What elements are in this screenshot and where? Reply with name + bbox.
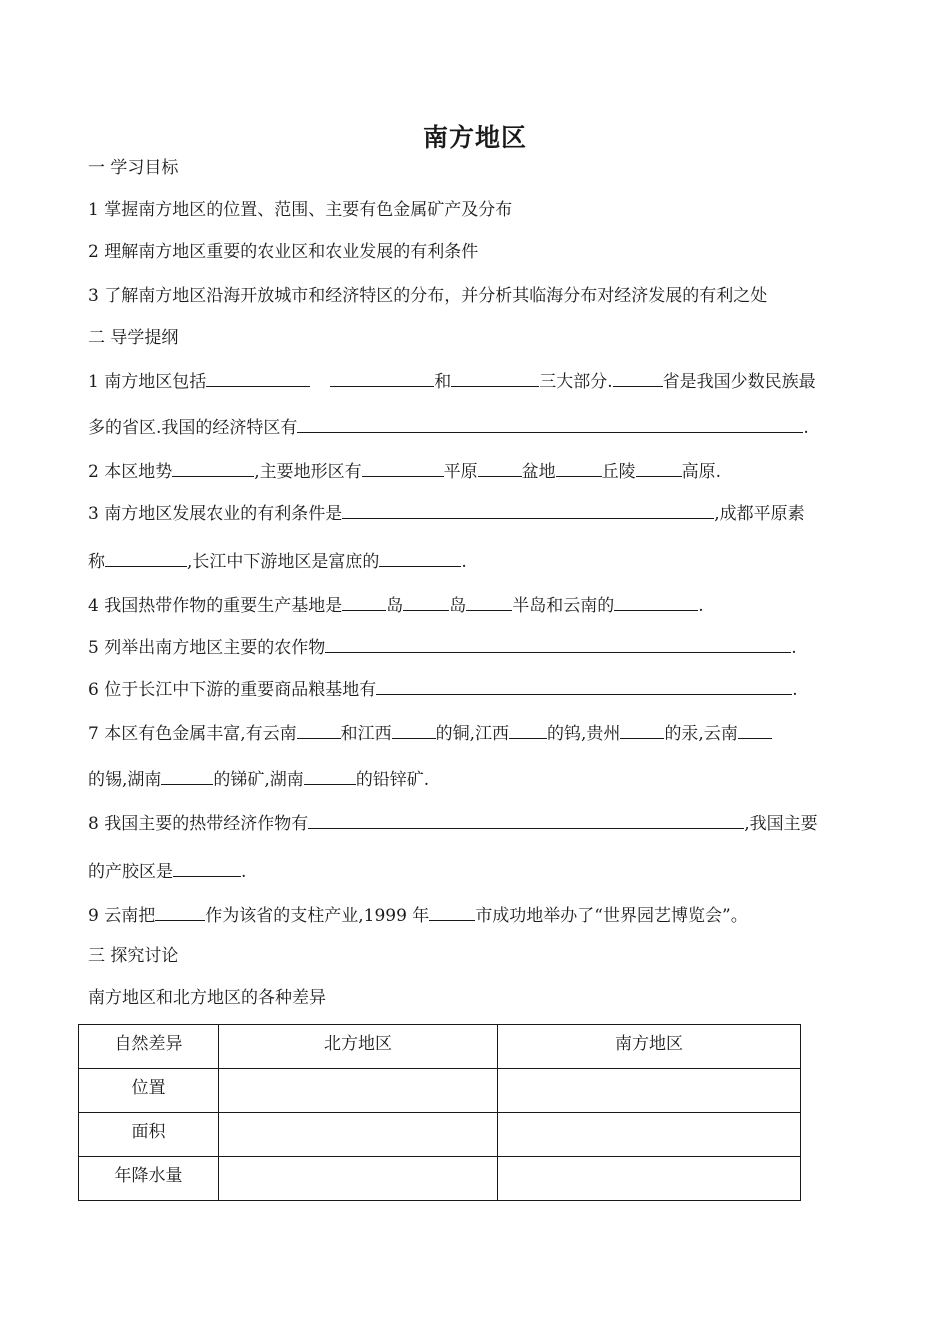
table-header-cell: 北方地区 — [219, 1025, 498, 1069]
blank-field[interactable] — [392, 720, 436, 739]
question-text: 的钨,贵州 — [547, 724, 621, 744]
table-row — [79, 1113, 801, 1157]
question-text: 4 我国热带作物的重要生产基地是 — [88, 596, 343, 616]
blank-field[interactable] — [325, 634, 791, 653]
question-text: 7 本区有色金属丰富,有云南 — [88, 724, 297, 744]
blank-field[interactable] — [304, 766, 356, 785]
question-3-line-2 — [88, 548, 467, 574]
blank-field[interactable] — [362, 458, 444, 477]
blank-field[interactable] — [105, 548, 187, 567]
question-8-line-2 — [88, 858, 246, 884]
table-caption: 南方地区和北方地区的各种差异 — [88, 988, 326, 1008]
question-9 — [88, 902, 748, 928]
blank-field[interactable] — [342, 592, 386, 611]
blank-field[interactable] — [308, 810, 744, 829]
question-text: 平原 — [443, 462, 478, 482]
blank-field[interactable] — [429, 902, 475, 921]
blank-field[interactable] — [451, 368, 539, 387]
objective-item-2: 2 理解南方地区重要的农业区和农业发展的有利条件 — [88, 242, 479, 262]
table-cell-north[interactable] — [219, 1069, 498, 1113]
question-text: 的锡,湖南 — [88, 770, 162, 790]
table-row-label: 面积 — [79, 1113, 219, 1157]
objective-item-3: 3 了解南方地区沿海开放城市和经济特区的分布，并分析其临海分布对经济发展的有利之处 — [88, 286, 768, 306]
question-text: 省是我国少数民族最 — [662, 372, 816, 392]
question-text: 盆地 — [521, 462, 556, 482]
blank-field[interactable] — [738, 720, 772, 739]
question-text: 岛 — [449, 596, 467, 616]
objective-item-1: 1 掌握南方地区的位置、范围、主要有色金属矿产及分布 — [88, 200, 513, 220]
question-text: 6 位于长江中下游的重要商品粮基地有 — [88, 680, 377, 700]
question-text: 和江西 — [340, 724, 392, 744]
blank-field[interactable] — [379, 548, 461, 567]
question-text: 称 — [88, 552, 105, 572]
blank-field[interactable] — [556, 458, 602, 477]
page-title: 南方地区 — [422, 123, 527, 152]
question-text: . — [698, 596, 704, 616]
section-heading-discussion: 三 探究讨论 — [88, 946, 179, 966]
question-text: 5 列举出南方地区主要的农作物 — [88, 638, 326, 658]
table-header-cell: 自然差异 — [79, 1025, 219, 1069]
blank-field[interactable] — [173, 858, 241, 877]
question-5 — [88, 634, 797, 660]
question-text: . — [791, 638, 797, 658]
blank-field[interactable] — [614, 592, 698, 611]
section-heading-outline: 二 导学提纲 — [88, 328, 179, 348]
comparison-table — [78, 1024, 801, 1201]
question-8-line-1 — [88, 810, 818, 836]
question-3-line-1 — [88, 500, 805, 526]
question-text: 8 我国主要的热带经济作物有 — [88, 814, 309, 834]
question-text: 2 本区地势 — [88, 462, 173, 482]
question-text: 三大部分. — [539, 372, 613, 392]
question-7-line-2 — [88, 766, 429, 792]
table-cell-south[interactable] — [498, 1069, 801, 1113]
question-text: 多的省区.我国的经济特区有 — [88, 418, 298, 438]
blank-field[interactable] — [613, 368, 663, 387]
question-1-line-1 — [88, 368, 816, 394]
blank-field[interactable] — [206, 368, 310, 387]
table-cell-south[interactable] — [498, 1157, 801, 1201]
question-text: 3 南方地区发展农业的有利条件是 — [88, 504, 343, 524]
question-text: ,长江中下游地区是富庶的 — [187, 552, 380, 572]
question-text: 的铜,江西 — [435, 724, 510, 744]
blank-field[interactable] — [403, 592, 449, 611]
question-text: . — [241, 862, 247, 882]
blank-field[interactable] — [297, 720, 341, 739]
section-heading-objectives: 一 学习目标 — [88, 158, 179, 178]
blank-field[interactable] — [161, 766, 213, 785]
question-text: 和 — [434, 372, 452, 392]
blank-field[interactable] — [620, 720, 664, 739]
question-text: 丘陵 — [601, 462, 636, 482]
question-2 — [88, 458, 721, 484]
question-1-line-2 — [88, 414, 809, 440]
blank-field[interactable] — [636, 458, 682, 477]
blank-field[interactable] — [342, 500, 714, 519]
question-text: 9 云南把 — [88, 906, 156, 926]
question-text: 的产胶区是 — [88, 862, 173, 882]
question-text: 半岛和云南的 — [512, 596, 615, 616]
question-text: 的锑矿,湖南 — [213, 770, 304, 790]
question-text: 高原. — [681, 462, 722, 482]
blank-field[interactable] — [172, 458, 254, 477]
blank-field[interactable] — [509, 720, 547, 739]
question-text: 市成功地举办了“世界园艺博览会”。 — [475, 906, 748, 926]
question-text: 岛 — [386, 596, 404, 616]
question-text: 作为该省的支柱产业,1999 年 — [205, 906, 430, 926]
question-text: ,我国主要 — [744, 814, 818, 834]
blank-field[interactable] — [330, 368, 434, 387]
question-text: . — [461, 552, 467, 572]
question-text: 的铅锌矿. — [355, 770, 430, 790]
table-header-cell: 南方地区 — [498, 1025, 801, 1069]
table-cell-north[interactable] — [219, 1157, 498, 1201]
question-text: . — [792, 680, 798, 700]
blank-field[interactable] — [155, 902, 205, 921]
table-row-label: 年降水量 — [79, 1157, 219, 1201]
table-row — [79, 1069, 801, 1113]
blank-field[interactable] — [478, 458, 522, 477]
table-row-label: 位置 — [79, 1069, 219, 1113]
blank-field[interactable] — [466, 592, 512, 611]
question-7-line-1 — [88, 720, 772, 746]
blank-field[interactable] — [297, 414, 803, 433]
question-text: 1 南方地区包括 — [88, 372, 207, 392]
table-header-row — [79, 1025, 801, 1069]
table-cell-north[interactable] — [219, 1113, 498, 1157]
question-text: . — [803, 418, 809, 438]
question-text: 的汞,云南 — [664, 724, 738, 744]
table-cell-south[interactable] — [498, 1113, 801, 1157]
question-4 — [88, 592, 704, 618]
question-text: ,成都平原素 — [714, 504, 805, 524]
blank-field[interactable] — [376, 676, 792, 695]
table-row — [79, 1157, 801, 1201]
question-6 — [88, 676, 798, 702]
question-text: ,主要地形区有 — [254, 462, 362, 482]
